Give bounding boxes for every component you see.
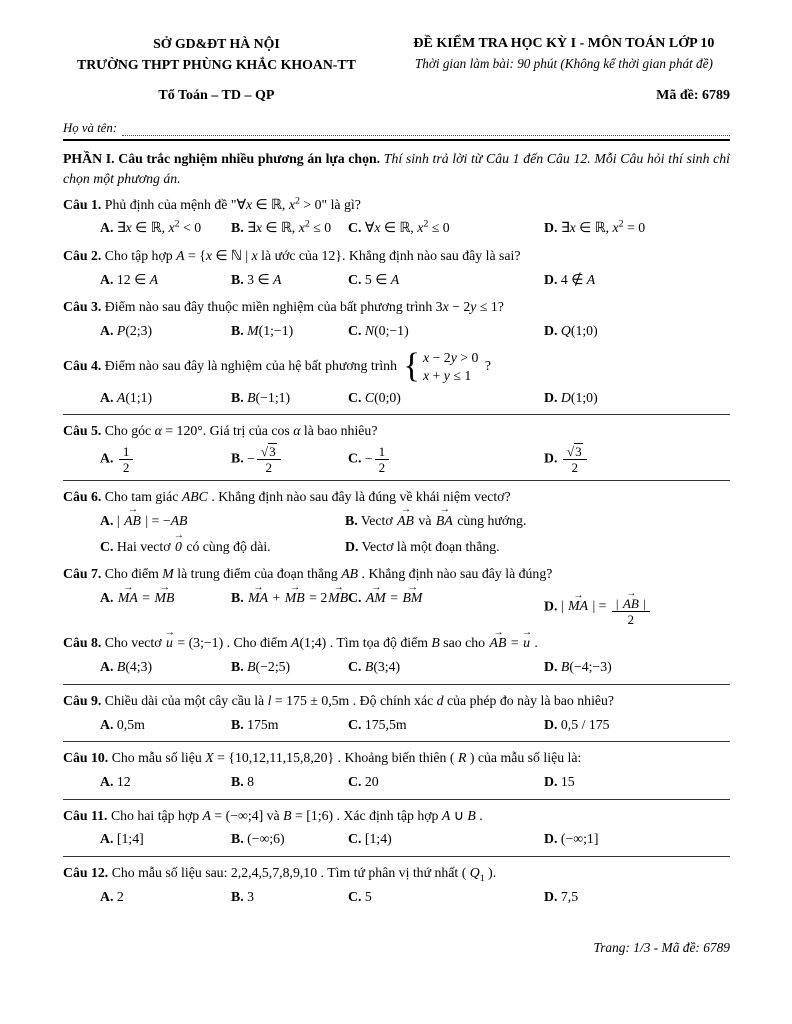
- answer-option: [544, 714, 730, 737]
- option-text: 12: [116, 773, 131, 789]
- option-label: C.: [348, 590, 362, 606]
- question-stem: [63, 349, 730, 385]
- question-stem: [63, 195, 730, 216]
- answer-option: [348, 320, 544, 343]
- answer-option: [231, 269, 348, 292]
- option-text: M(1;−1): [247, 323, 294, 339]
- option-text: − $\frac{1}{2}$: [365, 451, 391, 466]
- option-label: B.: [231, 220, 244, 236]
- part1-title: PHẦN I. Câu trắc nghiệm nhiều phương án lựa chọn.: [63, 151, 381, 167]
- option-label: D.: [544, 716, 558, 732]
- answer-option: [231, 217, 348, 240]
- option-label: B.: [231, 773, 244, 789]
- question: [63, 863, 730, 908]
- option-label: A.: [100, 716, 114, 732]
- answer-options: [63, 320, 730, 343]
- option-text: → MA = → MB: [117, 590, 176, 605]
- question-text: Điểm nào sau đây là nghiệm của hệ bất phương trình { x − 2y > 0 x + y ≤ 1 ?: [104, 347, 491, 386]
- answer-option: [100, 771, 231, 794]
- option-label: C.: [348, 220, 362, 236]
- option-text: N(0;−1): [364, 323, 409, 339]
- answer-option: [544, 320, 730, 343]
- answer-option: [348, 828, 544, 851]
- page-footer: Trang: 1/3 - Mã đề: 6789: [593, 940, 730, 955]
- answer-option: [348, 387, 544, 410]
- answer-option: [100, 656, 231, 679]
- answer-option: [100, 536, 345, 559]
- option-text: ∃x ∈ ℝ, $x^2 < 0$: [116, 218, 202, 236]
- option-label: D.: [544, 323, 558, 339]
- option-text: 0,5m: [116, 716, 145, 732]
- question-text: Điểm nào sau đây thuộc miền nghiệm của bất phương trình 3x − 2y ≤ 1?: [104, 299, 504, 315]
- answer-option: [231, 656, 348, 679]
- option-label: A.: [100, 659, 114, 675]
- question-stem: [63, 633, 730, 654]
- option-text: − $\frac{√3}{2}$: [247, 451, 283, 466]
- question-number: Câu 12.: [63, 865, 109, 881]
- option-label: C.: [348, 323, 362, 339]
- question-number: Câu 4.: [63, 357, 102, 373]
- question: [63, 246, 730, 291]
- header-divider: [63, 139, 730, 141]
- question-divider: [63, 684, 730, 685]
- option-text: 7,5: [560, 888, 579, 904]
- question-stem: [63, 863, 730, 884]
- answer-option: [544, 587, 730, 627]
- question-number: Câu 10.: [63, 750, 109, 766]
- question: [63, 748, 730, 793]
- answer-option: [231, 886, 348, 909]
- question-number: Câu 1.: [63, 196, 102, 212]
- answer-options: [63, 269, 730, 292]
- answer-option: [544, 217, 730, 240]
- option-text: (−∞;1]: [560, 831, 599, 847]
- question: [63, 806, 730, 851]
- department-name: SỞ GD&ĐT HÀ NỘI: [153, 36, 280, 51]
- option-label: B.: [345, 512, 358, 528]
- question-divider: [63, 414, 730, 415]
- student-name-label: Họ và tên:: [63, 121, 118, 136]
- subheader-row: [63, 88, 730, 104]
- option-label: B.: [231, 888, 244, 904]
- option-text: 3 ∈ A: [247, 271, 282, 287]
- option-text: A(1;1): [116, 389, 153, 405]
- question: [63, 195, 730, 240]
- option-text: 12 ∈ A: [116, 271, 159, 287]
- answer-option: [100, 828, 231, 851]
- option-text: → MA + → MB = 2→ MB: [247, 590, 349, 605]
- option-text: B(−1;1): [247, 389, 291, 405]
- question-stem: [63, 246, 730, 267]
- question: [63, 691, 730, 736]
- option-text: 175,5m: [364, 716, 407, 732]
- option-label: D.: [544, 271, 558, 287]
- answer-options: [63, 886, 730, 909]
- subject-group: Tổ Toán – TD – QP: [158, 88, 275, 104]
- answer-option: [544, 771, 730, 794]
- option-label: D.: [544, 888, 558, 904]
- option-text: Vectơ → AB và → BA cùng hướng.: [361, 513, 527, 528]
- option-text: → AM = → BM: [365, 590, 424, 605]
- answer-option: [345, 510, 730, 533]
- answer-option: [100, 320, 231, 343]
- answer-option: [348, 886, 544, 909]
- answer-option: [544, 828, 730, 851]
- question-number: Câu 5.: [63, 423, 102, 439]
- option-text: Q(1;0): [560, 323, 598, 339]
- exam-title-block: [370, 34, 730, 75]
- option-text: 8: [247, 773, 255, 789]
- option-text: B(3;4): [364, 659, 401, 675]
- option-text: (−∞;6): [247, 831, 285, 847]
- exam-header: [63, 34, 730, 75]
- answer-options: [63, 444, 730, 475]
- option-label: A.: [100, 389, 114, 405]
- answer-options: [63, 771, 730, 794]
- option-label: C.: [348, 773, 362, 789]
- option-text: | → AB | = −AB: [117, 513, 188, 528]
- option-label: A.: [100, 590, 114, 606]
- question-text: Chiều dài của một cây cầu là l = 175 ± 0,5m . Độ chính xác d của phép đo này là bao nhiêu?: [104, 692, 615, 708]
- option-label: D.: [544, 389, 558, 405]
- question: [63, 421, 730, 475]
- answer-option: [231, 828, 348, 851]
- option-text: $\frac{√3}{2}$: [561, 451, 589, 466]
- option-label: A.: [100, 271, 114, 287]
- option-label: D.: [544, 659, 558, 675]
- answer-option: [231, 444, 348, 475]
- option-label: D.: [544, 831, 558, 847]
- option-text: B(4;3): [116, 659, 153, 675]
- option-text: Hai vectơ → 0 có cùng độ dài.: [117, 539, 271, 554]
- option-label: D.: [544, 773, 558, 789]
- question: [63, 633, 730, 678]
- question-stem: [63, 487, 730, 508]
- answer-option: [544, 269, 730, 292]
- question: [63, 349, 730, 410]
- answer-option: [100, 714, 231, 737]
- option-label: C.: [348, 271, 362, 287]
- answer-option: [100, 387, 231, 410]
- option-text: C(0;0): [364, 389, 401, 405]
- question-text: Cho mẫu số liệu X = {10,12,11,15,8,20} . Khoảng biến thiên ( R ) của mẫu số liệu là:: [111, 750, 582, 766]
- issuer-block: [63, 34, 370, 75]
- exam-title: ĐỀ KIỂM TRA HỌC KỲ I - MÔN TOÁN LỚP 10: [413, 36, 715, 51]
- question-number: Câu 7.: [63, 566, 102, 582]
- question-text: Phủ định của mệnh đề "∀x ∈ ℝ, $x^2 > 0$" là gì?: [104, 194, 361, 212]
- answer-option: [100, 886, 231, 909]
- option-label: A.: [100, 450, 114, 466]
- answer-option: [100, 444, 231, 475]
- question-divider: [63, 856, 730, 857]
- option-label: B.: [231, 323, 244, 339]
- question-number: Câu 11.: [63, 807, 108, 823]
- option-label: B.: [231, 271, 244, 287]
- answer-options: [63, 656, 730, 679]
- option-text: ∀x ∈ ℝ, $x^2 \le 0$: [364, 218, 450, 236]
- part1-instructions: Thí sinh trả lời từ Câu 1 đến Câu 12. Mỗi Câu hỏi thí sinh chỉ chọn một phương án.: [63, 151, 730, 186]
- answer-option: [348, 269, 544, 292]
- option-text: ∃x ∈ ℝ, $x^2 = 0$: [560, 218, 646, 236]
- answer-option: [348, 656, 544, 679]
- answer-option: [231, 587, 348, 610]
- question-number: Câu 8.: [63, 635, 102, 651]
- question: [63, 487, 730, 558]
- answer-option: [231, 387, 348, 410]
- option-text: B(−2;5): [247, 659, 291, 675]
- question-divider: [63, 480, 730, 481]
- part1-heading: [63, 149, 730, 188]
- question-number: Câu 2.: [63, 247, 102, 263]
- question-divider: [63, 741, 730, 742]
- question: [63, 297, 730, 342]
- answer-option: [348, 771, 544, 794]
- student-name-row: [63, 121, 730, 136]
- answer-options: [63, 587, 730, 627]
- exam-code: Mã đề: 6789: [656, 88, 730, 104]
- option-label: D.: [345, 538, 359, 554]
- option-text: ∃x ∈ ℝ, $x^2 \le 0$: [247, 218, 332, 236]
- option-text: 175m: [247, 716, 279, 732]
- answer-option: [348, 444, 544, 475]
- answer-option: [544, 444, 730, 475]
- option-text: Vectơ là một đoạn thẳng.: [361, 538, 500, 554]
- option-label: D.: [544, 598, 558, 614]
- option-label: A.: [100, 831, 114, 847]
- option-label: C.: [348, 450, 362, 466]
- question-divider: [63, 799, 730, 800]
- option-text: 15: [560, 773, 575, 789]
- question-number: Câu 6.: [63, 489, 102, 505]
- student-name-blank: [122, 123, 730, 136]
- option-text: $\frac{1}{2}$: [117, 451, 136, 466]
- answer-option: [348, 714, 544, 737]
- option-text: | → MA | = $\frac{| \to AB |}{2}$: [561, 598, 652, 613]
- answer-option: [348, 587, 544, 610]
- answer-option: [544, 656, 730, 679]
- answer-option: [544, 886, 730, 909]
- question-text: Cho vectơ → u = (3;−1) . Cho điểm A(1;4) . Tìm tọa độ điểm B sao cho → AB = → u .: [105, 635, 538, 650]
- option-label: B.: [231, 659, 244, 675]
- option-text: [1;4]: [116, 831, 144, 847]
- option-label: B.: [231, 450, 244, 466]
- option-text: P(2;3): [116, 323, 153, 339]
- question-number: Câu 9.: [63, 692, 102, 708]
- question-number: Câu 3.: [63, 299, 102, 315]
- answer-option: [348, 217, 544, 240]
- question-stem: [63, 748, 730, 769]
- answer-options: [63, 510, 730, 559]
- option-label: D.: [544, 220, 558, 236]
- option-label: A.: [100, 512, 114, 528]
- question-stem: [63, 421, 730, 442]
- school-name: TRƯỜNG THPT PHÙNG KHẮC KHOAN-TT: [77, 56, 356, 72]
- option-label: A.: [100, 220, 114, 236]
- option-text: 0,5 / 175: [560, 716, 610, 732]
- option-text: 3: [247, 888, 255, 904]
- option-label: A.: [100, 888, 114, 904]
- answer-options: [63, 217, 730, 240]
- option-label: C.: [348, 831, 362, 847]
- option-label: C.: [348, 659, 362, 675]
- answer-option: [231, 771, 348, 794]
- question-stem: [63, 806, 730, 827]
- option-text: 5 ∈ A: [364, 271, 400, 287]
- answer-option: [100, 217, 231, 240]
- answer-option: [100, 510, 345, 533]
- option-label: D.: [544, 450, 558, 466]
- option-text: 2: [116, 888, 124, 904]
- option-label: B.: [231, 389, 244, 405]
- question-text: Cho điểm M là trung điểm của đoạn thẳng AB . Khẳng định nào sau đây là đúng?: [104, 566, 553, 582]
- answer-options: [63, 387, 730, 410]
- question-text: Cho mẫu số liệu sau: 2,2,4,5,7,8,9,10 . Tìm tứ phân vị thứ nhất ( $Q_1$ ).: [111, 865, 497, 884]
- option-label: C.: [348, 716, 362, 732]
- answer-option: [544, 387, 730, 410]
- option-label: A.: [100, 773, 114, 789]
- option-label: B.: [231, 831, 244, 847]
- option-label: A.: [100, 323, 114, 339]
- option-text: 4 ∉ A: [560, 271, 596, 287]
- option-label: C.: [348, 389, 362, 405]
- answer-options: [63, 714, 730, 737]
- answer-option: [100, 587, 231, 610]
- answer-option: [100, 269, 231, 292]
- question-stem: [63, 297, 730, 318]
- option-text: B(−4;−3): [560, 659, 612, 675]
- question-stem: [63, 691, 730, 712]
- option-label: C.: [348, 888, 362, 904]
- question-text: Cho tam giác ABC . Khẳng định nào sau đây là đúng về khái niệm vectơ?: [104, 489, 511, 505]
- answer-option: [345, 536, 730, 559]
- question-text: Cho hai tập hợp A = (−∞;4] và B = [1;6) . Xác định tập hợp A ∪ B .: [110, 807, 483, 823]
- question-list: [63, 195, 730, 909]
- option-text: 20: [364, 773, 379, 789]
- question-text: Cho tập hợp A = {x ∈ ℕ | x là ước của 12}. Khẳng định nào sau đây là sai?: [104, 247, 521, 263]
- question: [63, 564, 730, 627]
- answer-options: [63, 828, 730, 851]
- option-text: [1;4): [364, 831, 392, 847]
- exam-duration: Thời gian làm bài: 90 phút (Không kể thời gian phát đề): [414, 56, 713, 72]
- option-label: B.: [231, 590, 244, 606]
- option-text: 5: [364, 888, 372, 904]
- option-text: D(1;0): [560, 389, 598, 405]
- option-label: C.: [100, 538, 114, 554]
- option-label: B.: [231, 716, 244, 732]
- answer-option: [231, 714, 348, 737]
- answer-option: [231, 320, 348, 343]
- question-text: Cho góc α = 120°. Giá trị của cos α là bao nhiêu?: [104, 423, 378, 439]
